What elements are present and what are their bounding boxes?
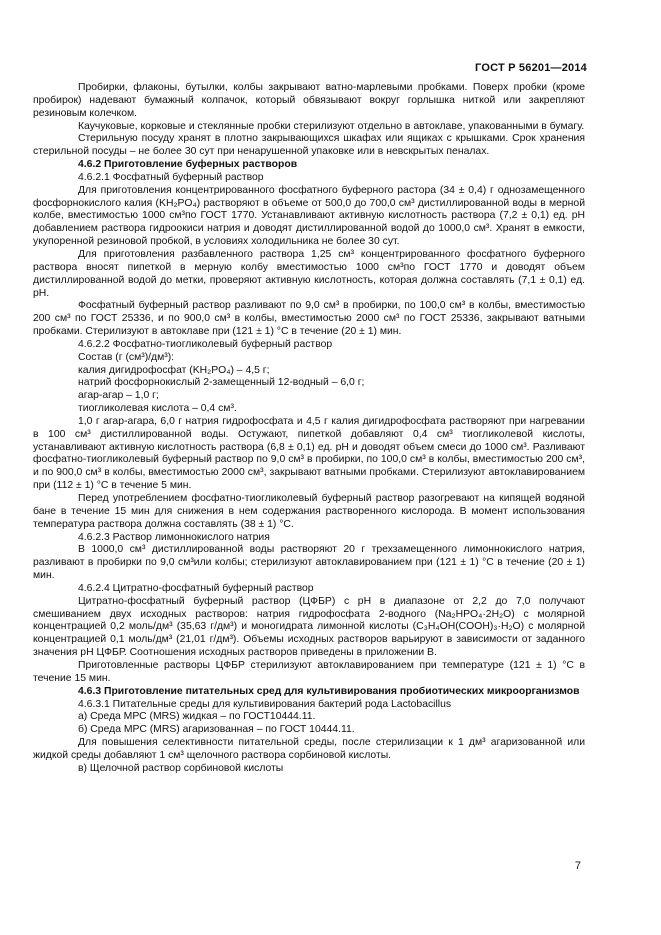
paragraph: Перед употреблением фосфатно-тиогликолевый буферный раствор разогревают на кипящей водяной бане в течение 15 мин для снижения в нем содержания растворенного кислорода. В момент использования температура раствора должна составлять (38 ± 1) °С. [33,493,585,530]
paragraph: Приготовленные растворы ЦФБР стерилизуют автоклавированием при температуре (121 ± 1) °С в течение 15 мин. [33,659,585,684]
paragraph: натрий фосфорнокислый 2-замещенный 12-водный – 6,0 г; [78,377,365,389]
page-number: 7 [574,860,581,872]
paragraph: Цитратно-фосфатный буферный раствор (ЦФБР) с рН в диапазоне от 2,2 до 7,0 получают смешиванием двух исходных растворов: натрия гидрофосфата 2-водного (Na₂HPO₄·2H₂O) с молярной концентрацией 0,2 моль/дм³ (35,63 г/дм³) и моногидрата лимонной кислоты (C₃H₄OH(COOH)₃·H₂O) с молярной концентрацией 0,1 моль/дм³ (21,01 г/дм³). Объемы исходных растворов варьируют в зависимости от заданного значения pH ЦФБР. Соотношения исходных растворов приведены в приложении В. [33,595,585,659]
paragraph: в) Щелочной раствор сорбиновой кислоты [78,762,284,774]
paragraph: 4.6.2.4 Цитратно-фосфатный буферный раствор [78,582,314,594]
paragraph: Пробирки, флаконы, бутылки, колбы закрывают ватно-марлевыми пробками. Поверх пробки (кроме пробирок) надевают бумажный колпачок, который обвязывают вокруг горлышка ниткой или закрепляют резиновым колечком. [33,82,585,119]
paragraph: Для повышения селективности питательной среды, после стерилизации к 1 дм³ агаризованной или жидкой среды добавляют 1 см³ щелочного раствора сорбиновой кислоты. [33,737,585,761]
paragraph: тиогликолевая кислота – 0,4 см³. [78,403,237,415]
paragraph: а) Среда МРС (MRS) жидкая – по ГОСТ10444.11. [78,711,316,723]
paragraph: Фосфатный буферный раствор разливают по 9,0 см³ в пробирки, по 100,0 см³ в колбы, вместимостью 200 см³ по ГОСТ 25336, и по 900,0 см³ в колбы, вместимостью 2000 см³ по ГОСТ 25336, закрывают ватными пробками. Стерилизуют в автоклаве при (121 ± 1) °С в течение (20 ± 1) мин. [33,300,585,338]
paragraph: 4.6.2 Приготовление буферных растворов [78,159,298,171]
paragraph: В 1000,0 см³ дистиллированной воды растворяют 20 г трехзамещенного лимоннокислого натрия, разливают в пробирки по 9,0 см³или колбы; стерилизуют автоклавированием при (121 ± 1) °С в течение (20 ± 1) мин. [33,544,585,582]
paragraph: калия дигидрофосфат (KH₂PO₄) – 4,5 г; [78,364,270,376]
paragraph: 4.6.2.2 Фосфатно-тиогликолевый буферный раствор [78,338,333,350]
paragraph: Для приготовления концентрированного фосфатного буферного растора (34 ± 0,4) г однозамещенного фосфорнокислого калия (KH₂PO₄) растворяют в объеме от 500,0 до 700,0 см³ дистиллированной воды в мерной колбе, вместимостью 1000 см³по ГОСТ 1770. Устанавливают активную кислотность раствора (7,2 ± 0,1) ед. pH добавлением раствора гидроокиси натрия и доводят дистиллированной водой до 1000,0 см³. Хранят в емкости, укупоренной резиновой пробкой, в условиях холодильника не более 30 сут. [33,184,585,248]
document-body [33,82,585,776]
paragraph: б) Среда МРС (MRS) агаризованная – по ГОСТ 10444.11. [78,724,355,736]
paragraph: агар-агар – 1,0 г; [78,390,159,402]
paragraph: 4.6.2.3 Раствор лимоннокислого натрия [78,531,270,543]
paragraph: Состав (г (см³)/дм³): [78,351,175,363]
paragraph: Для приготовления разбавленного раствора 1,25 см³ концентрированного фосфатного буферного раствора вносят пипеткой в мерную колбу вместимостью 1000 см³по ГОСТ 1770 и доводят объем дистиллированной водой до метки, проверяют активную кислотность, которая должна составлять (7,1 ± 0,1) ед. pH. [33,248,585,299]
standard-header: ГОСТ Р 56201—2014 [475,62,587,74]
paragraph: 4.6.3.1 Питательные среды для культивирования бактерий рода Lactobacillus [78,698,452,710]
paragraph: 4.6.2.1 Фосфатный буферный раствор [78,171,264,183]
paragraph: 4.6.3 Приготовление питательных сред для культивирования пробиотических микроорганизмов [78,685,580,697]
paragraph: Каучуковые, корковые и стеклянные пробки стерилизуют отдельно в автоклаве, упакованными в бумагу. [78,120,585,132]
paragraph: 1,0 г агар-агара, 6,0 г натрия гидрофосфата и 4,5 г калия дигидрофосфата растворяют при нагревании в 100 см³ дистиллированной воды. Остужают, пипеткой добавляют 0,4 см³ тиогликолевой кислоты, устанавливают активную кислотность раствора (6,8 ± 0,1) ед. pH и доводят объем смеси до 1000 см³. Разливают фосфатно-тиогликолевый буферный раствор по 9,0 см³ в пробирки, по 100,0 см³ в колбы, вместимостью 200 см³, и по 900,0 см³ в колбы, вместимостью 2000 см³, закрывают ватными пробками. Стерилизуют автоклавированием при (112 ± 1) °С в течение 5 мин. [33,415,585,492]
paragraph: Стерильную посуду хранят в плотно закрывающихся шкафах или ящиках с крышками. Срок хранения стерильной посуды – не более 30 сут при ненарушенной упаковке или в невскрытых пеналах. [33,133,585,158]
